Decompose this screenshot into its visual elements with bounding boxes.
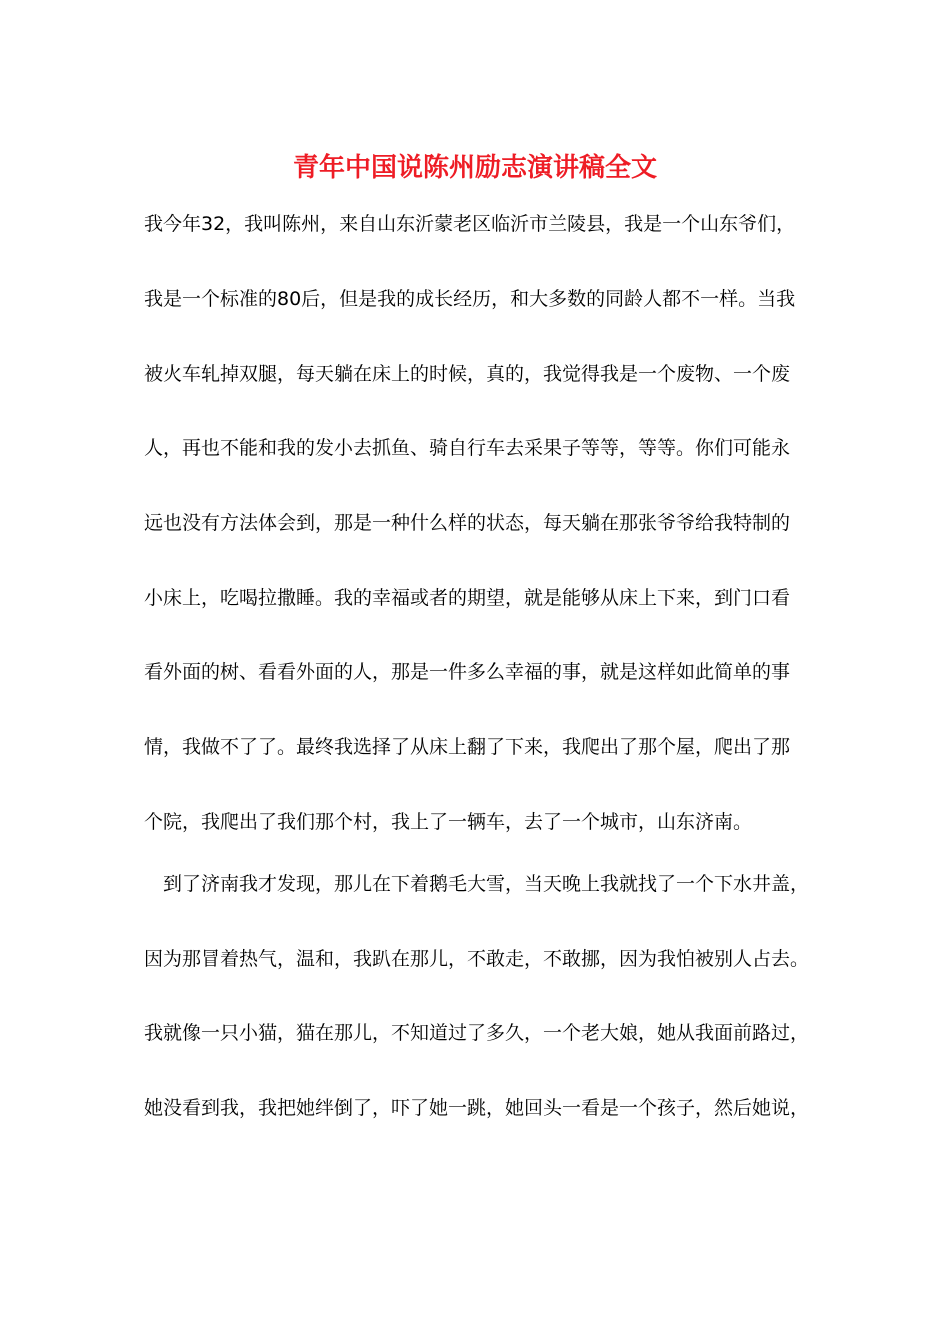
document-title: 青年中国说陈州励志演讲稿全文 <box>292 153 657 183</box>
paragraph-line: 被火车轧掉双腿，每天躺在床上的时候，真的，我觉得我是一个废物、一个废 <box>144 363 791 385</box>
paragraph-line: 我今年32，我叫陈州，来自山东沂蒙老区临沂市兰陵县，我是一个山东爷们， <box>144 213 796 235</box>
paragraph-line: 因为那冒着热气，温和，我趴在那儿，不敢走，不敢挪，因为我怕被别人占去。 <box>144 948 810 970</box>
paragraph-line: 小床上，吃喝拉撒睡。我的幸福或者的期望，就是能够从床上下来，到门口看 <box>144 587 791 609</box>
paragraph-line: 她没看到我，我把她绊倒了，吓了她一跳，她回头一看是一个孩子，然后她说， <box>144 1097 810 1119</box>
paragraph-line: 到了济南我才发现，那儿在下着鹅毛大雪，当天晚上我就找了一个下水井盖， <box>163 873 810 895</box>
paragraph-line: 看外面的树、看看外面的人，那是一件多么幸福的事，就是这样如此简单的事 <box>144 661 791 683</box>
paragraph-line: 人，再也不能和我的发小去抓鱼、骑自行车去采果子等等，等等。你们可能永 <box>144 437 791 459</box>
paragraph-line: 个院，我爬出了我们那个村，我上了一辆车，去了一个城市，山东济南。 <box>144 811 753 833</box>
paragraph-line: 远也没有方法体会到，那是一种什么样的状态，每天躺在那张爷爷给我特制的 <box>144 512 791 534</box>
paragraph-line: 我就像一只小猫，猫在那儿，不知道过了多久，一个老大娘，她从我面前路过， <box>144 1022 810 1044</box>
paragraph-line: 情，我做不了了。最终我选择了从床上翻了下来，我爬出了那个屋，爬出了那 <box>144 736 791 758</box>
paragraph-line: 我是一个标准的80后，但是我的成长经历，和大多数的同龄人都不一样。当我 <box>144 288 796 310</box>
